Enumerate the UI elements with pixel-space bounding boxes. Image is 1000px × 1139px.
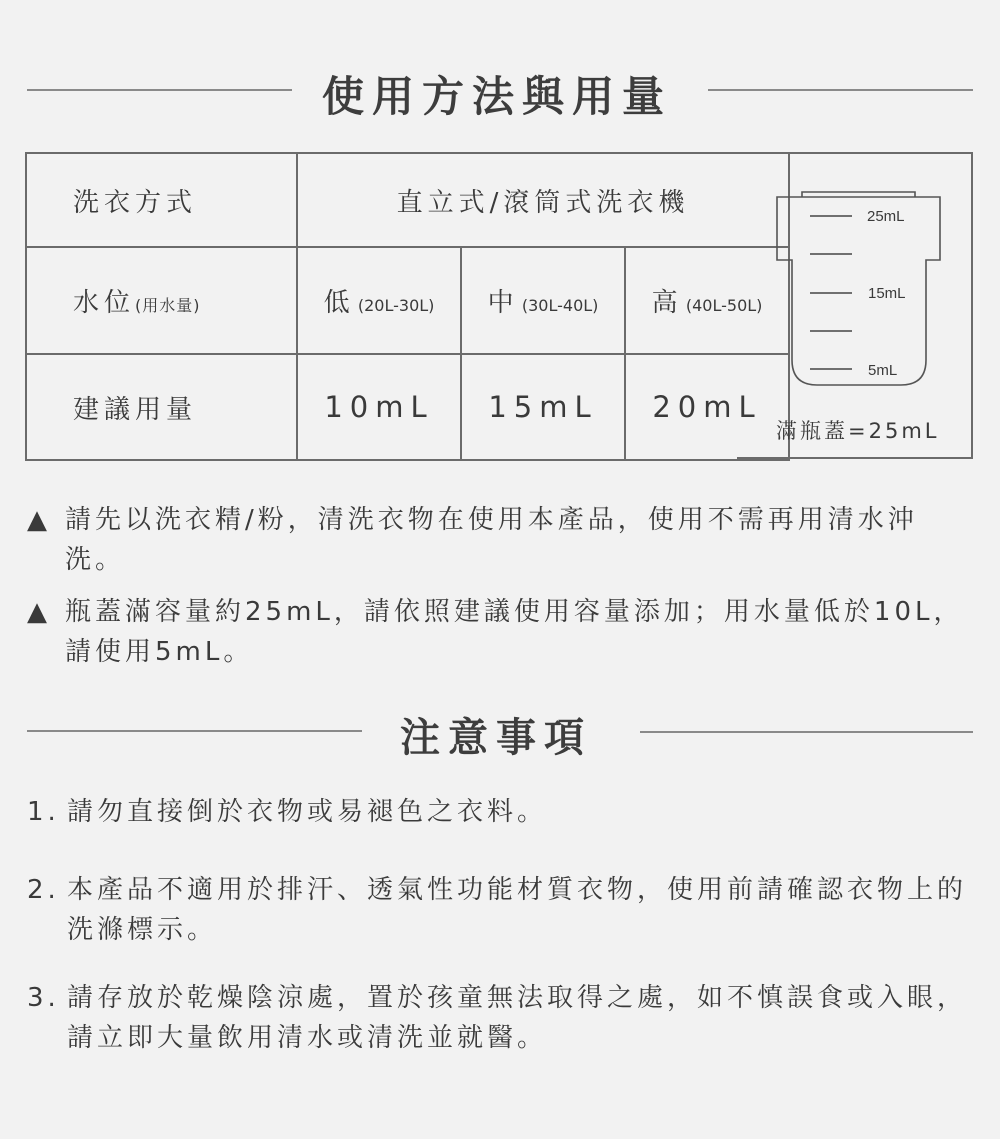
divider-right	[640, 731, 973, 733]
level-name: 高	[651, 288, 678, 318]
divider-left	[27, 730, 362, 732]
section-title: 使用方法與用量	[322, 72, 673, 121]
method-label: 洗衣方式	[26, 153, 297, 247]
table-row-dose	[26, 354, 789, 460]
precautions-list	[27, 792, 977, 1058]
item-number: 1.	[27, 797, 60, 827]
note-text: 瓶蓋滿容量約25mL，請依照建議使用容量添加；用水量低於10L，請使用5mL。	[65, 597, 964, 667]
note-item	[27, 500, 977, 580]
usage-notes	[27, 500, 977, 684]
precaution-item	[27, 870, 977, 950]
dose-high: 20mL	[625, 354, 789, 460]
water-level-label	[26, 247, 297, 354]
mark-5ml: 5mL	[868, 362, 898, 379]
mark-25ml: 25mL	[867, 208, 905, 225]
precaution-item	[27, 792, 977, 832]
level-range: (40L-50L)	[685, 296, 763, 315]
divider-right	[708, 89, 973, 91]
method-value: 直立式/滾筒式洗衣機	[297, 153, 789, 247]
item-number: 3.	[27, 983, 60, 1013]
dose-label: 建議用量	[26, 354, 297, 460]
dose-low: 10mL	[297, 354, 461, 460]
precautions-section-header	[0, 700, 1000, 760]
usage-table	[25, 152, 790, 461]
cap-caption: 滿瓶蓋=25mL	[776, 419, 940, 443]
item-text: 本產品不適用於排汗、透氣性功能材質衣物，使用前請確認衣物上的洗滌標示。	[67, 875, 968, 945]
level-range: (20L-30L)	[357, 296, 435, 315]
water-level-text: 水位	[73, 288, 136, 318]
measuring-cap-icon	[770, 180, 950, 395]
item-text: 請存放於乾燥陰涼處，置於孩童無法取得之處，如不慎誤食或入眼，請立即大量飲用清水或清洗並就醫。	[67, 983, 968, 1053]
level-mid	[461, 247, 625, 354]
table-row-water-level	[26, 247, 789, 354]
warning-triangle-icon: ▲	[27, 597, 51, 627]
note-item	[27, 592, 977, 672]
dose-mid: 15mL	[461, 354, 625, 460]
precaution-item	[27, 978, 977, 1058]
table-row-method	[26, 153, 789, 247]
item-number: 2.	[27, 875, 60, 905]
usage-section-header	[0, 60, 1000, 120]
note-text: 請先以洗衣精/粉，清洗衣物在使用本產品，使用不需再用清水沖洗。	[65, 505, 918, 575]
level-range: (30L-40L)	[521, 296, 599, 315]
level-name: 低	[323, 288, 350, 318]
level-low	[297, 247, 461, 354]
warning-triangle-icon: ▲	[27, 505, 51, 535]
section-title: 注意事項	[400, 715, 592, 761]
level-name: 中	[487, 288, 514, 318]
item-text: 請勿直接倒於衣物或易褪色之衣料。	[67, 797, 548, 827]
divider-left	[27, 89, 292, 91]
water-level-note: (用水量)	[135, 296, 201, 315]
mark-15ml: 15mL	[868, 285, 906, 302]
